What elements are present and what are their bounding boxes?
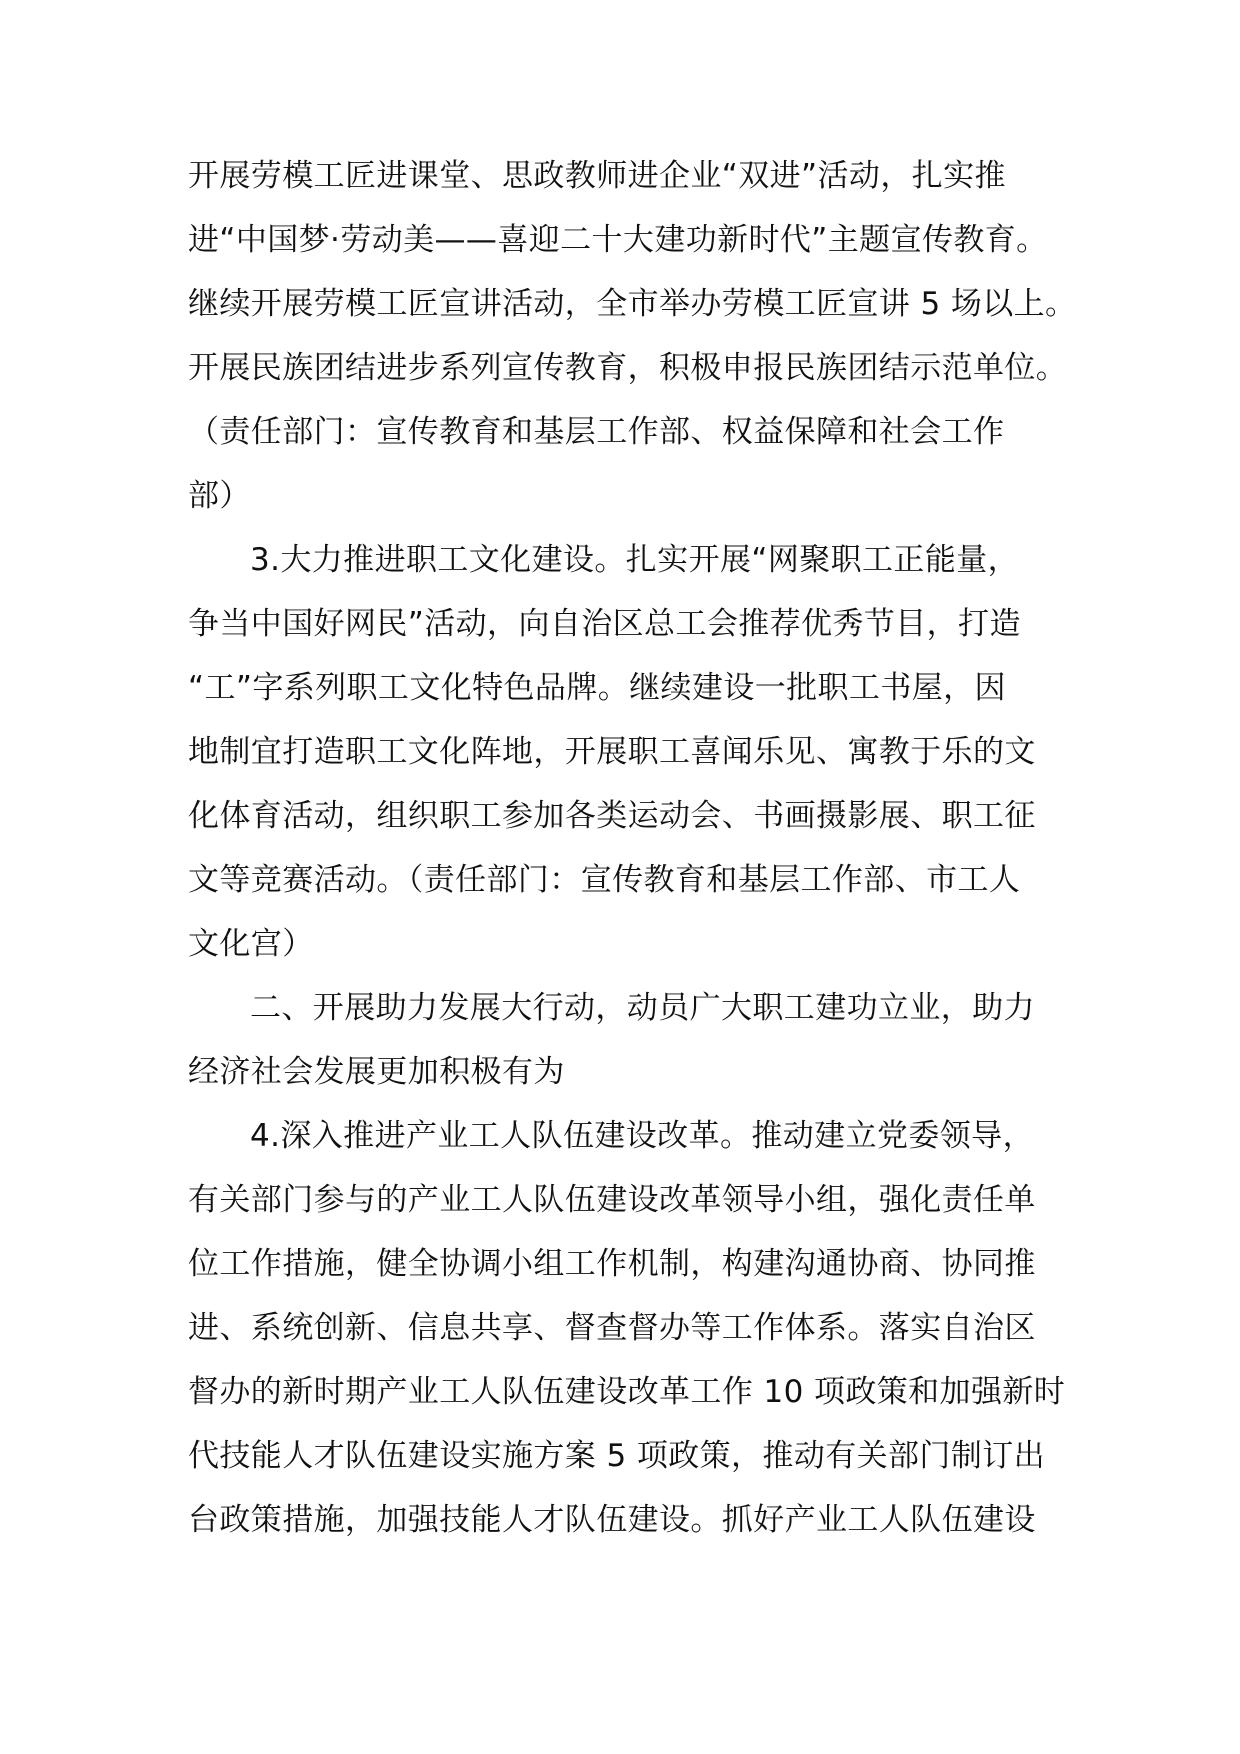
text-line: 4.深入推进产业工人队伍建设改革。推动建立党委领导， <box>250 1118 1034 1154</box>
text-line: 有关部门参与的产业工人队伍建设改革领导小组，强化责任单 <box>188 1182 1036 1218</box>
text-line: “工”字系列职工文化特色品牌。继续建设一批职工书屋，因 <box>188 670 1006 706</box>
text-line: 进“中国梦·劳动美——喜迎二十大建功新时代”主题宣传教育。 <box>188 222 1048 258</box>
text-line: 化体育活动，组织职工参加各类运动会、书画摄影展、职工征 <box>188 798 1036 834</box>
text-line: 3.大力推进职工文化建设。扎实开展“网聚职工正能量， <box>250 542 1020 578</box>
text-line: 继续开展劳模工匠宣讲活动，全市举办劳模工匠宣讲 5 场以上。 <box>188 286 1077 322</box>
text-line: 代技能人才队伍建设实施方案 5 项政策，推动有关部门制订出 <box>188 1438 1046 1474</box>
text-line: 部） <box>188 478 251 514</box>
text-line: 进、系统创新、信息共享、督查督办等工作体系。落实自治区 <box>188 1310 1036 1346</box>
text-line: 位工作措施，健全协调小组工作机制，构建沟通协商、协同推 <box>188 1246 1036 1282</box>
text-line: 督办的新时期产业工人队伍建设改革工作 10 项政策和加强新时 <box>188 1374 1066 1410</box>
text-line: 台政策措施，加强技能人才队伍建设。抓好产业工人队伍建设 <box>188 1502 1036 1538</box>
section-heading: 二、开展助力发展大行动，动员广大职工建功立业，助力 <box>250 990 1035 1026</box>
text-line: 地制宜打造职工文化阵地，开展职工喜闻乐见、寓教于乐的文 <box>188 734 1036 770</box>
text-line: （责任部门：宣传教育和基层工作部、权益保障和社会工作 <box>188 414 1005 450</box>
section-heading-continued: 经济社会发展更加积极有为 <box>188 1054 565 1090</box>
text-line: 争当中国好网民”活动，向自治区总工会推荐优秀节目，打造 <box>188 606 1021 642</box>
text-line: 开展民族团结进步系列宣传教育，积极申报民族团结示范单位。 <box>188 350 1068 386</box>
text-line: 开展劳模工匠进课堂、思政教师进企业“双进”活动，扎实推 <box>188 158 1006 194</box>
text-line: 文等竞赛活动。（责任部门：宣传教育和基层工作部、市工人 <box>188 862 1021 898</box>
text-line: 文化宫） <box>188 926 314 962</box>
